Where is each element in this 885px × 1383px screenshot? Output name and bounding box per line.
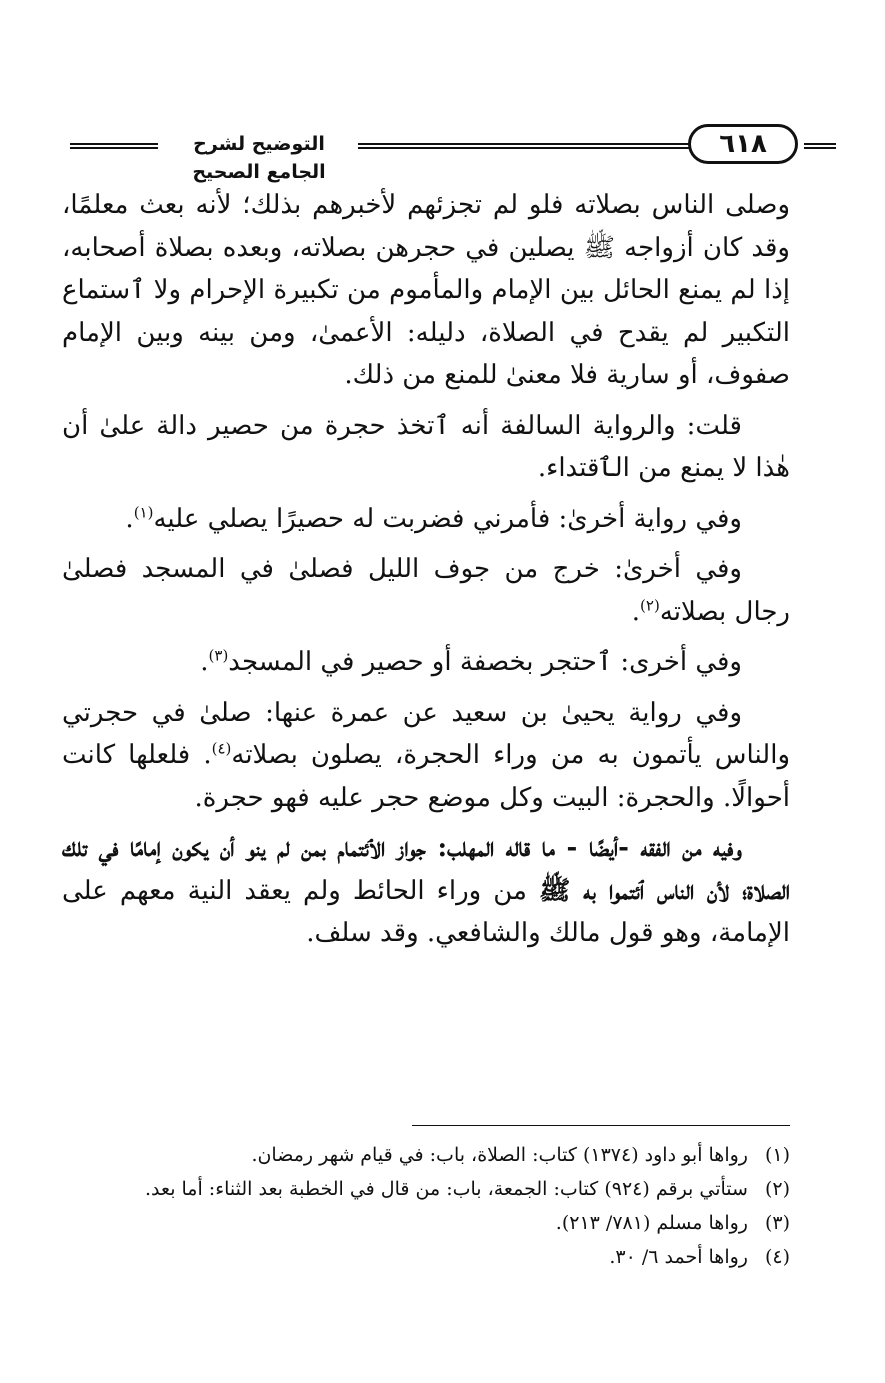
footnote-separator	[412, 1125, 790, 1126]
paragraph-7-rest: من وراء الحائط ولم يعقد النية معهم على الإمامة، وهو قول مالك والشافعي. وقد سلف.	[62, 875, 790, 948]
paragraph-4-end: .	[631, 596, 641, 627]
footnote-number: (٢)	[764, 1178, 790, 1200]
paragraph-6-end: . فلعلها كانت أحوالًا. والحجرة: البيت وكل موضع حجر عليه فهو حجرة.	[62, 740, 790, 813]
paragraph-1: وصلى الناس بصلاته فلو لم تجزئهم لأخبرهم بذلك؛ لأنه بعث معلمًا، وقد كان أزواجه ﷺ يصلين في حجرهن بصلاته، وبعده بصلاة أصحابه، إذا لم يمنع الحائل بين الإمام والمأموم من تكبيرة الإحرام ولا ٱستماع التكبير لم يقدح في الصلاة، دليله: الأعمىٰ، ومن بينه وبين الإمام صفوف، أو سارية فلا معنىٰ للمنع من ذلك.	[62, 190, 790, 390]
footnote-number: (٣)	[764, 1212, 790, 1234]
paragraph-3-end: .	[125, 503, 134, 534]
paragraph-7	[62, 827, 790, 955]
footnote-marker-4: (٤)	[211, 739, 232, 758]
paragraph-4	[62, 548, 790, 633]
paragraph-4-text: وفي أخرىٰ: خرج من جوف الليل فصلىٰ في المسجد فصلىٰ رجال بصلاته	[62, 554, 790, 627]
running-title: التوضيح لشرح الجامع الصحيح	[192, 133, 326, 183]
paragraph-7-bold: وفيه من الفقه -أيضًا - ما قاله المهلب: جواز الٱئتمام بمن لم ينو أن يكون إمامًا في تلك الصلاة؛ لأن الناس ٱئتموا به ﷺ	[62, 833, 790, 906]
footnote-1	[40, 1138, 790, 1172]
footnote-4	[40, 1240, 790, 1274]
footnote-marker-1: (١)	[133, 502, 154, 521]
page-header	[60, 124, 800, 183]
header-rule-left	[70, 143, 158, 149]
paragraph-5-end: .	[200, 647, 209, 677]
footnote-marker-2: (٢)	[640, 595, 660, 614]
header-rule-right	[804, 143, 836, 149]
paragraph-3-text: وفي رواية أخرىٰ: فأمرني فضربت له حصيرًا يصلي عليه	[153, 503, 742, 534]
footnotes	[40, 1138, 790, 1274]
paragraph-6	[62, 692, 790, 820]
paragraph-5-text: وفي أخرى: ٱحتجر بخصفة أو حصير في المسجد	[228, 647, 742, 677]
footnote-marker-3: (٣)	[208, 646, 229, 665]
footnote-2	[40, 1172, 790, 1206]
paragraph-3	[62, 498, 790, 541]
header-rule-middle	[358, 143, 724, 149]
footnote-text: ستأتي برقم (٩٢٤) كتاب: الجمعة، باب: من قال في الخطبة بعد الثناء: أما بعد.	[145, 1178, 748, 1200]
paragraph-6-text: وفي رواية يحيىٰ بن سعيد عن عمرة عنها: صلىٰ في حجرتي والناس يأتمون به من وراء الحجرة، يصلون بصلاته	[62, 697, 791, 770]
footnote-text: رواها أحمد ٦/ ٣٠.	[609, 1246, 748, 1268]
footnote-text: رواها أبو داود (١٣٧٤) كتاب: الصلاة، باب: في قيام شهر رمضان.	[251, 1144, 748, 1166]
footnote-3	[40, 1206, 790, 1240]
footnote-number: (١)	[764, 1144, 790, 1166]
paragraph-2: قلت: والرواية السالفة أنه ٱتخذ حجرة من حصير دالة علىٰ أن هٰذا لا يمنع من الٱقتداء.	[62, 410, 790, 483]
footnote-number: (٤)	[764, 1246, 790, 1268]
main-text	[62, 184, 790, 955]
paragraph-5	[62, 641, 790, 684]
page-number: ٦١٨	[688, 124, 798, 164]
footnote-text: رواها مسلم (٧٨١/ ٢١٣).	[555, 1212, 748, 1234]
